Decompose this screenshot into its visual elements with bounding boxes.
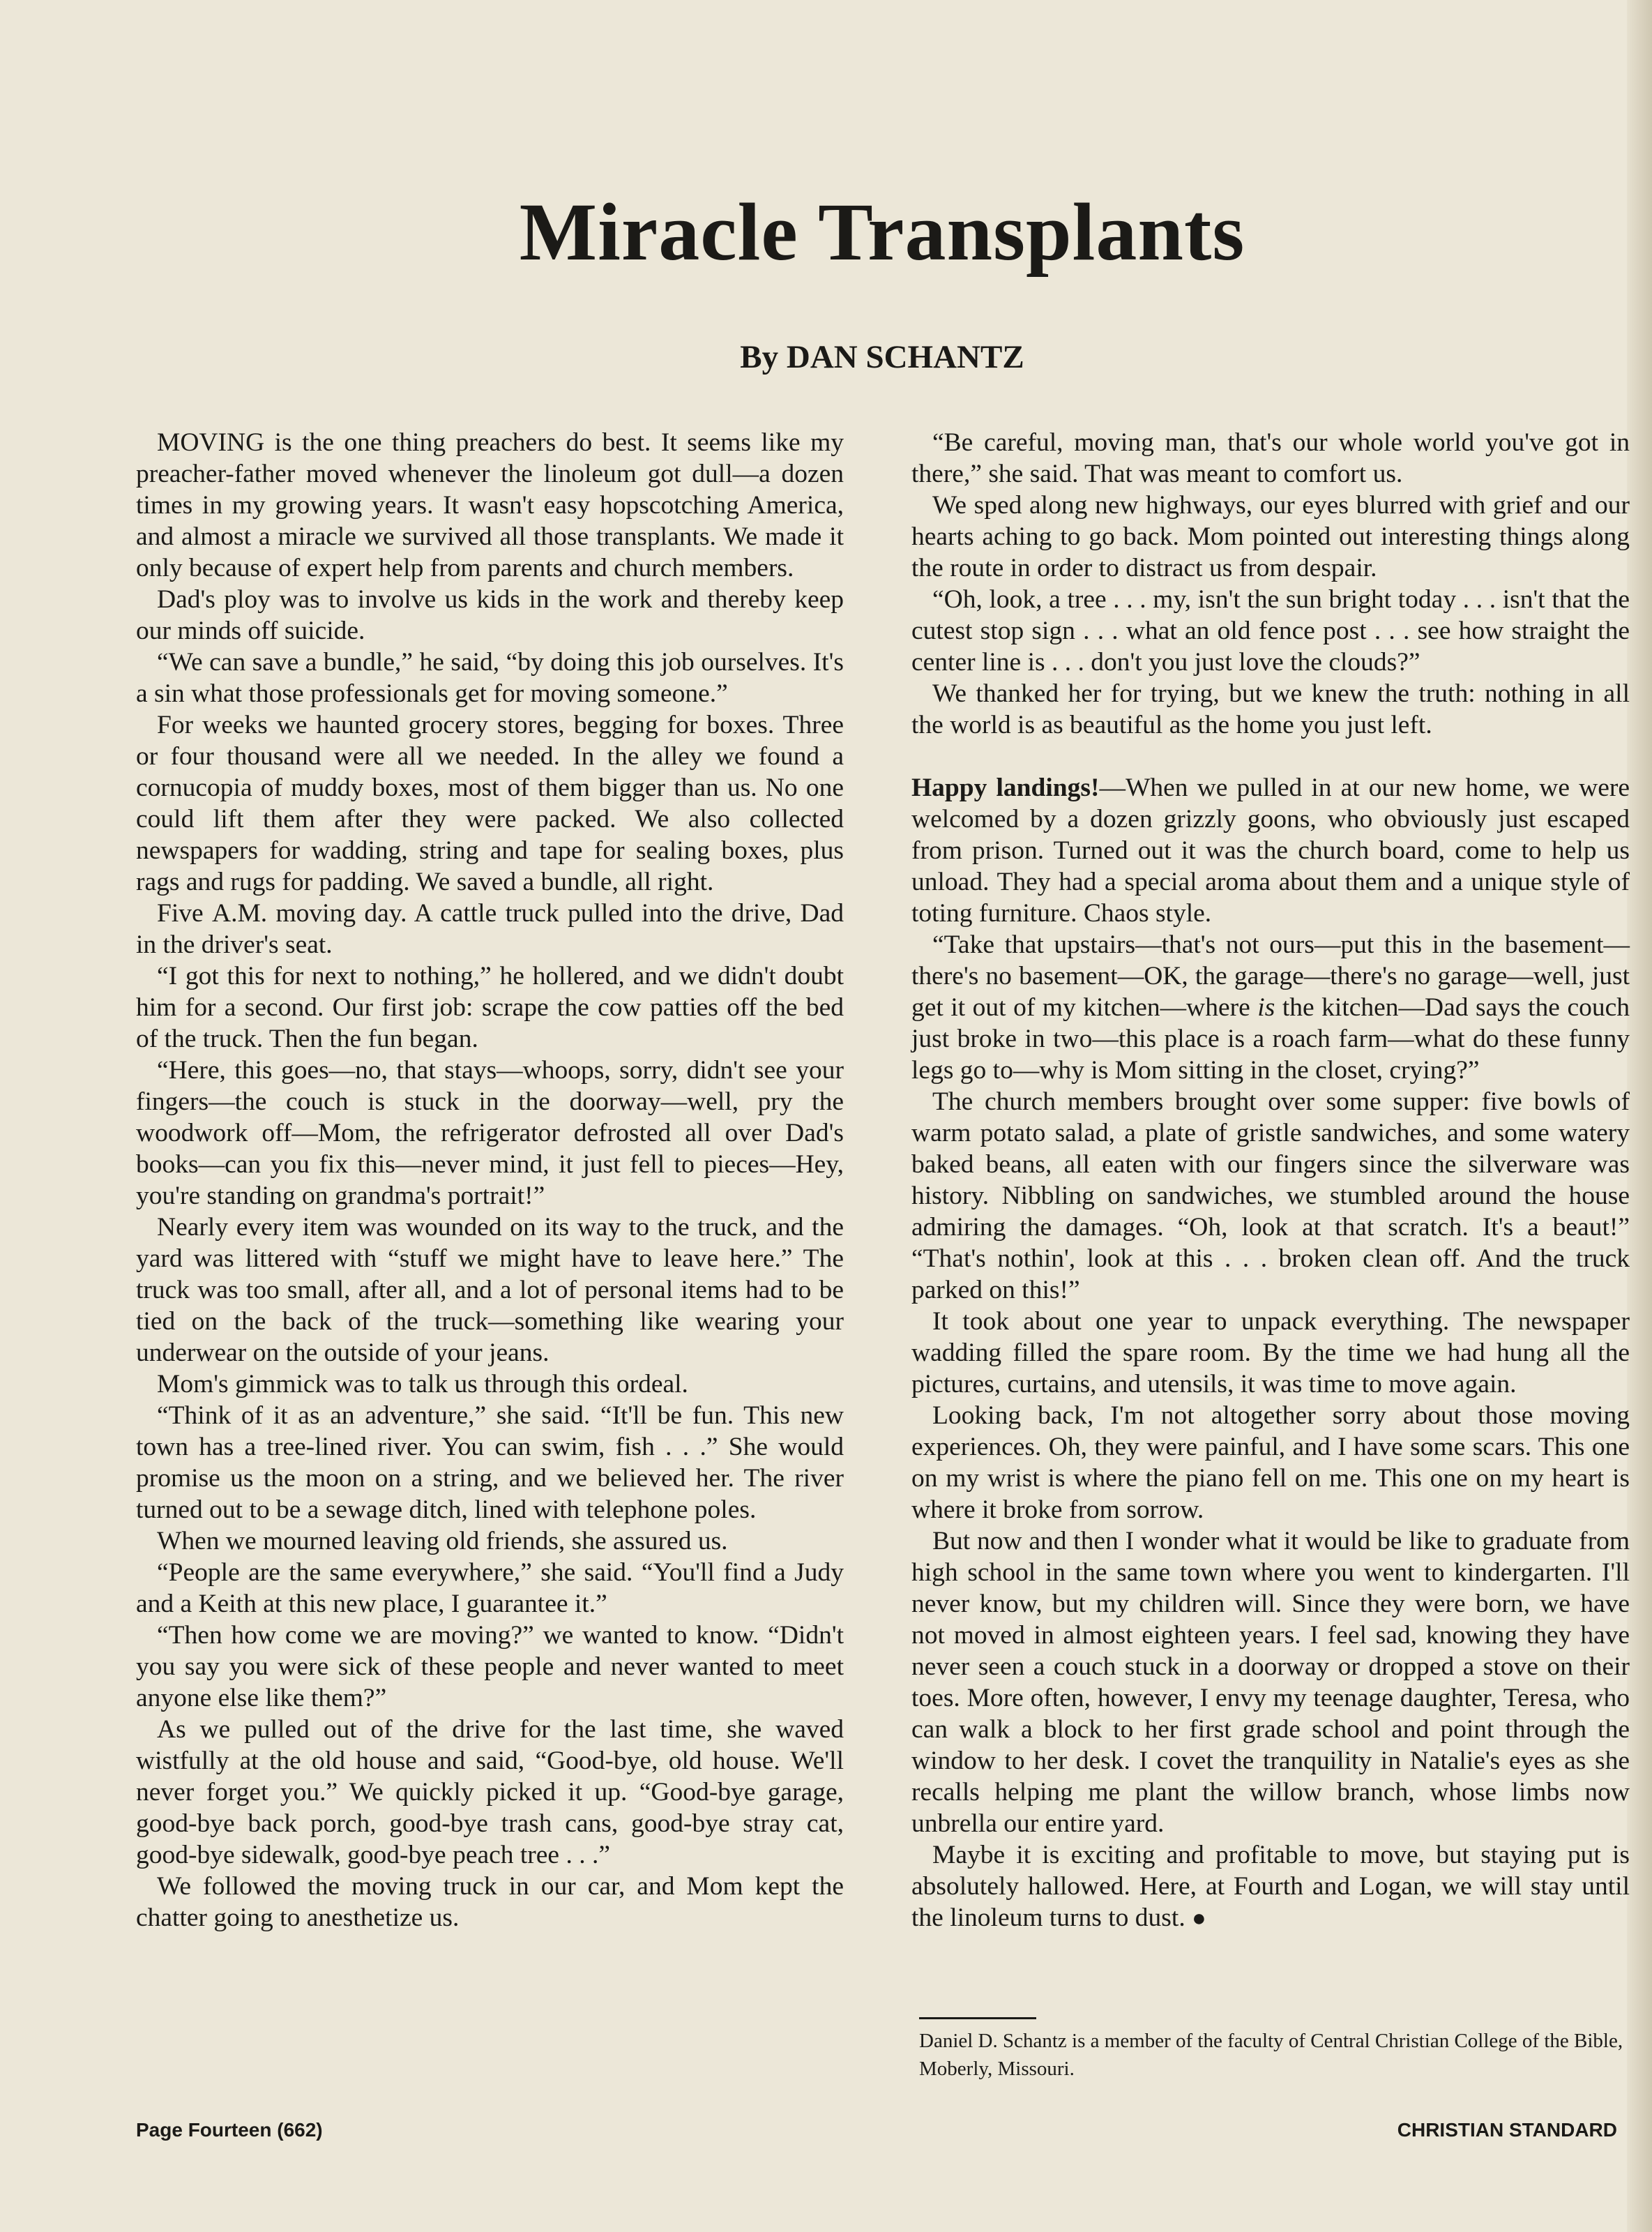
emphasis: is: [1257, 993, 1275, 1022]
paragraph-closing: [911, 1839, 1630, 1934]
left-column: [136, 427, 844, 1933]
section-subhead: Happy landings!: [911, 774, 1100, 802]
paragraph: We followed the moving truck in our car, and Mom kept the chatter going to anesthetize us.: [136, 1872, 844, 1932]
paragraph: Nearly every item was wounded on its way to the truck, and the yard was littered with “stuff we might have to leave here.” The truck was too small, after all, and a lot of personal items had to be tied on the back of the truck—something like wearing your underwear on the outside of your jeans.: [136, 1213, 844, 1367]
paragraph: Dad's ploy was to involve us kids in the work and thereby keep our minds off suicide.: [136, 585, 844, 645]
paragraph: “I got this for next to nothing,” he hollered, and we didn't doubt him for a second. Our first job: scrape the cow patties off the bed of the truck. Then the fun began.: [136, 962, 844, 1053]
paragraph-kitchen: [911, 929, 1630, 1086]
paragraph: For weeks we haunted grocery stores, begging for boxes. Three or four thousand were all we needed. In the alley we found a cornucopia of muddy boxes, most of them bigger than us. No one could lift them after they were packed. We also collected newspapers for wadding, string and tape for sealing boxes, plus rags and rugs for padding. We saved a bundle, all right.: [136, 711, 844, 896]
time-abbrev: A.M.: [212, 899, 268, 928]
publication-name: CHRISTIAN STANDARD: [1397, 2119, 1617, 2141]
paragraph: “Think of it as an adventure,” she said. “It'll be fun. This new town has a tree-lined river. You can swim, fish . . .” She would promise us the moon on a string, and we believed her. The river turned out to be a sewage ditch, lined with telephone poles.: [136, 1401, 844, 1524]
paragraph: When we mourned leaving old friends, she assured us.: [157, 1527, 728, 1555]
footnote-rule: [919, 2017, 1036, 2019]
paragraph: Looking back, I'm not altogether sorry about those moving experiences. Oh, they were painful, and I have some scars. This one on my wrist is where the piano fell on me. This one on my heart is where it broke from sorrow.: [911, 1401, 1630, 1524]
page-edge-shadow: [1627, 0, 1652, 2232]
paragraph: “Oh, look, a tree . . . my, isn't the sun bright today . . . isn't that the cutest stop sign . . . what an old fence post . . . see how straight the center line is . . . don't you just love the clouds?”: [911, 585, 1630, 677]
text-span: moving day. A cattle truck pulled into the drive, Dad in the driver's seat.: [136, 899, 844, 959]
paragraph: “Here, this goes—no, that stays—whoops, sorry, didn't see your fingers—the couch is stuck in the doorway—well, pry the woodwork off—Mom, the refrigerator defrosted all over Dad's books—can you fix this—never mind, it just fell to pieces—Hey, you're standing on grandma's portrait!”: [136, 1056, 844, 1210]
paragraph-moving-day: [136, 898, 844, 960]
text-span: Maybe it is exciting and profitable to move, but staying put is absolutely hallowed. Here, at Fourth and Logan, we will stay until the linoleum turns to dust.: [911, 1841, 1630, 1932]
paragraph: “Be careful, moving man, that's our whole world you've got in there,” she said. That was meant to comfort us.: [911, 428, 1630, 488]
paragraph: MOVING is the one thing preachers do best. It seems like my preacher-father moved whenever the linoleum got dull—a dozen times in my growing years. It wasn't easy hopscotching America, and almost a miracle we survived all those transplants. We made it only because of expert help from parents and church members.: [136, 428, 844, 582]
paragraph: “We can save a bundle,” he said, “by doing this job ourselves. It's a sin what those professionals get for moving someone.”: [136, 648, 844, 708]
paragraph: As we pulled out of the drive for the last time, she waved wistfully at the old house and said, “Good-bye, old house. We'll never forget you.” We quickly picked it up. “Good-bye garage, good-bye back porch, good-bye trash cans, good-bye stray cat, good-bye sidewalk, good-bye peach tree . . .”: [136, 1715, 844, 1869]
right-column: [911, 427, 1630, 1934]
section-gap: [911, 741, 1630, 772]
paragraph: “People are the same everywhere,” she said. “You'll find a Judy and a Keith at this new place, I guarantee it.”: [136, 1558, 844, 1618]
paragraph: We thanked her for trying, but we knew the truth: nothing in all the world is as beautiful as the home you just left.: [911, 679, 1630, 739]
paragraph: But now and then I wonder what it would be like to graduate from high school in the same town where you went to kindergarten. I'll never know, but my children will. Since they were born, we have not moved in almost eighteen years. I feel sad, knowing they have never seen a couch stuck in a doorway or dropped a stove on their toes. More often, however, I envy my teenage daughter, Teresa, who can walk a block to her first grade school and point through the window to her desk. I covet the tranquility in Natalie's eyes as she recalls helping me plant the willow branch, whose limbs now unbrella our entire yard.: [911, 1527, 1630, 1838]
text-span: Five: [157, 899, 212, 928]
paragraph: We sped along new highways, our eyes blurred with grief and our hearts aching to go back. Mom pointed out interesting things along the route in order to distract us from despair.: [911, 491, 1630, 582]
page-number: Page Fourteen (662): [136, 2119, 323, 2141]
author-bio: Daniel D. Schantz is a member of the faculty of Central Christian College of the Bible, Moberly, Missouri.: [919, 2030, 1623, 2080]
article-byline: By DAN SCHANTZ: [740, 339, 1024, 375]
text-span: —When we pulled in at our new home, we were welcomed by a dozen grizzly goons, who obviously just escaped from prison. Turned out it was the church board, come to help us unload. They had a special aroma about them and a unique style of toting furniture. Chaos style.: [911, 774, 1630, 928]
text-span: “Take that upstairs—that's not ours—put this in the basement—there's no basement—OK, the garage—there's no garage—well, just get it out of my kitchen—where: [911, 930, 1630, 1022]
paragraph: It took about one year to unpack everything. The newspaper wadding filled the spare room. By the time we had hung all the pictures, curtains, and utensils, it was time to move again.: [911, 1307, 1630, 1398]
article-title: Miracle Transplants: [519, 186, 1245, 278]
paragraph: “Then how come we are moving?” we wanted to know. “Didn't you say you were sick of these people and never wanted to meet anyone else like them?”: [136, 1621, 844, 1712]
end-mark: ●: [1192, 1906, 1206, 1931]
paragraph-subhead: [911, 772, 1630, 929]
text-span: the kitchen—Dad says the couch just broke in two—this place is a roach farm—what do these funny legs go to—why is Mom sitting in the closet, crying?”: [911, 993, 1630, 1085]
paragraph: Mom's gimmick was to talk us through this ordeal.: [157, 1370, 688, 1398]
paragraph: The church members brought over some supper: five bowls of warm potato salad, a plate of gristle sandwiches, and some watery baked beans, all eaten with our fingers since the silverware was history. Nibbling on sandwiches, we stumbled around the house admiring the damages. “Oh, look at that scratch. It's a beaut!” “That's nothin', look at this . . . broken clean off. And the truck parked on this!”: [911, 1087, 1630, 1304]
